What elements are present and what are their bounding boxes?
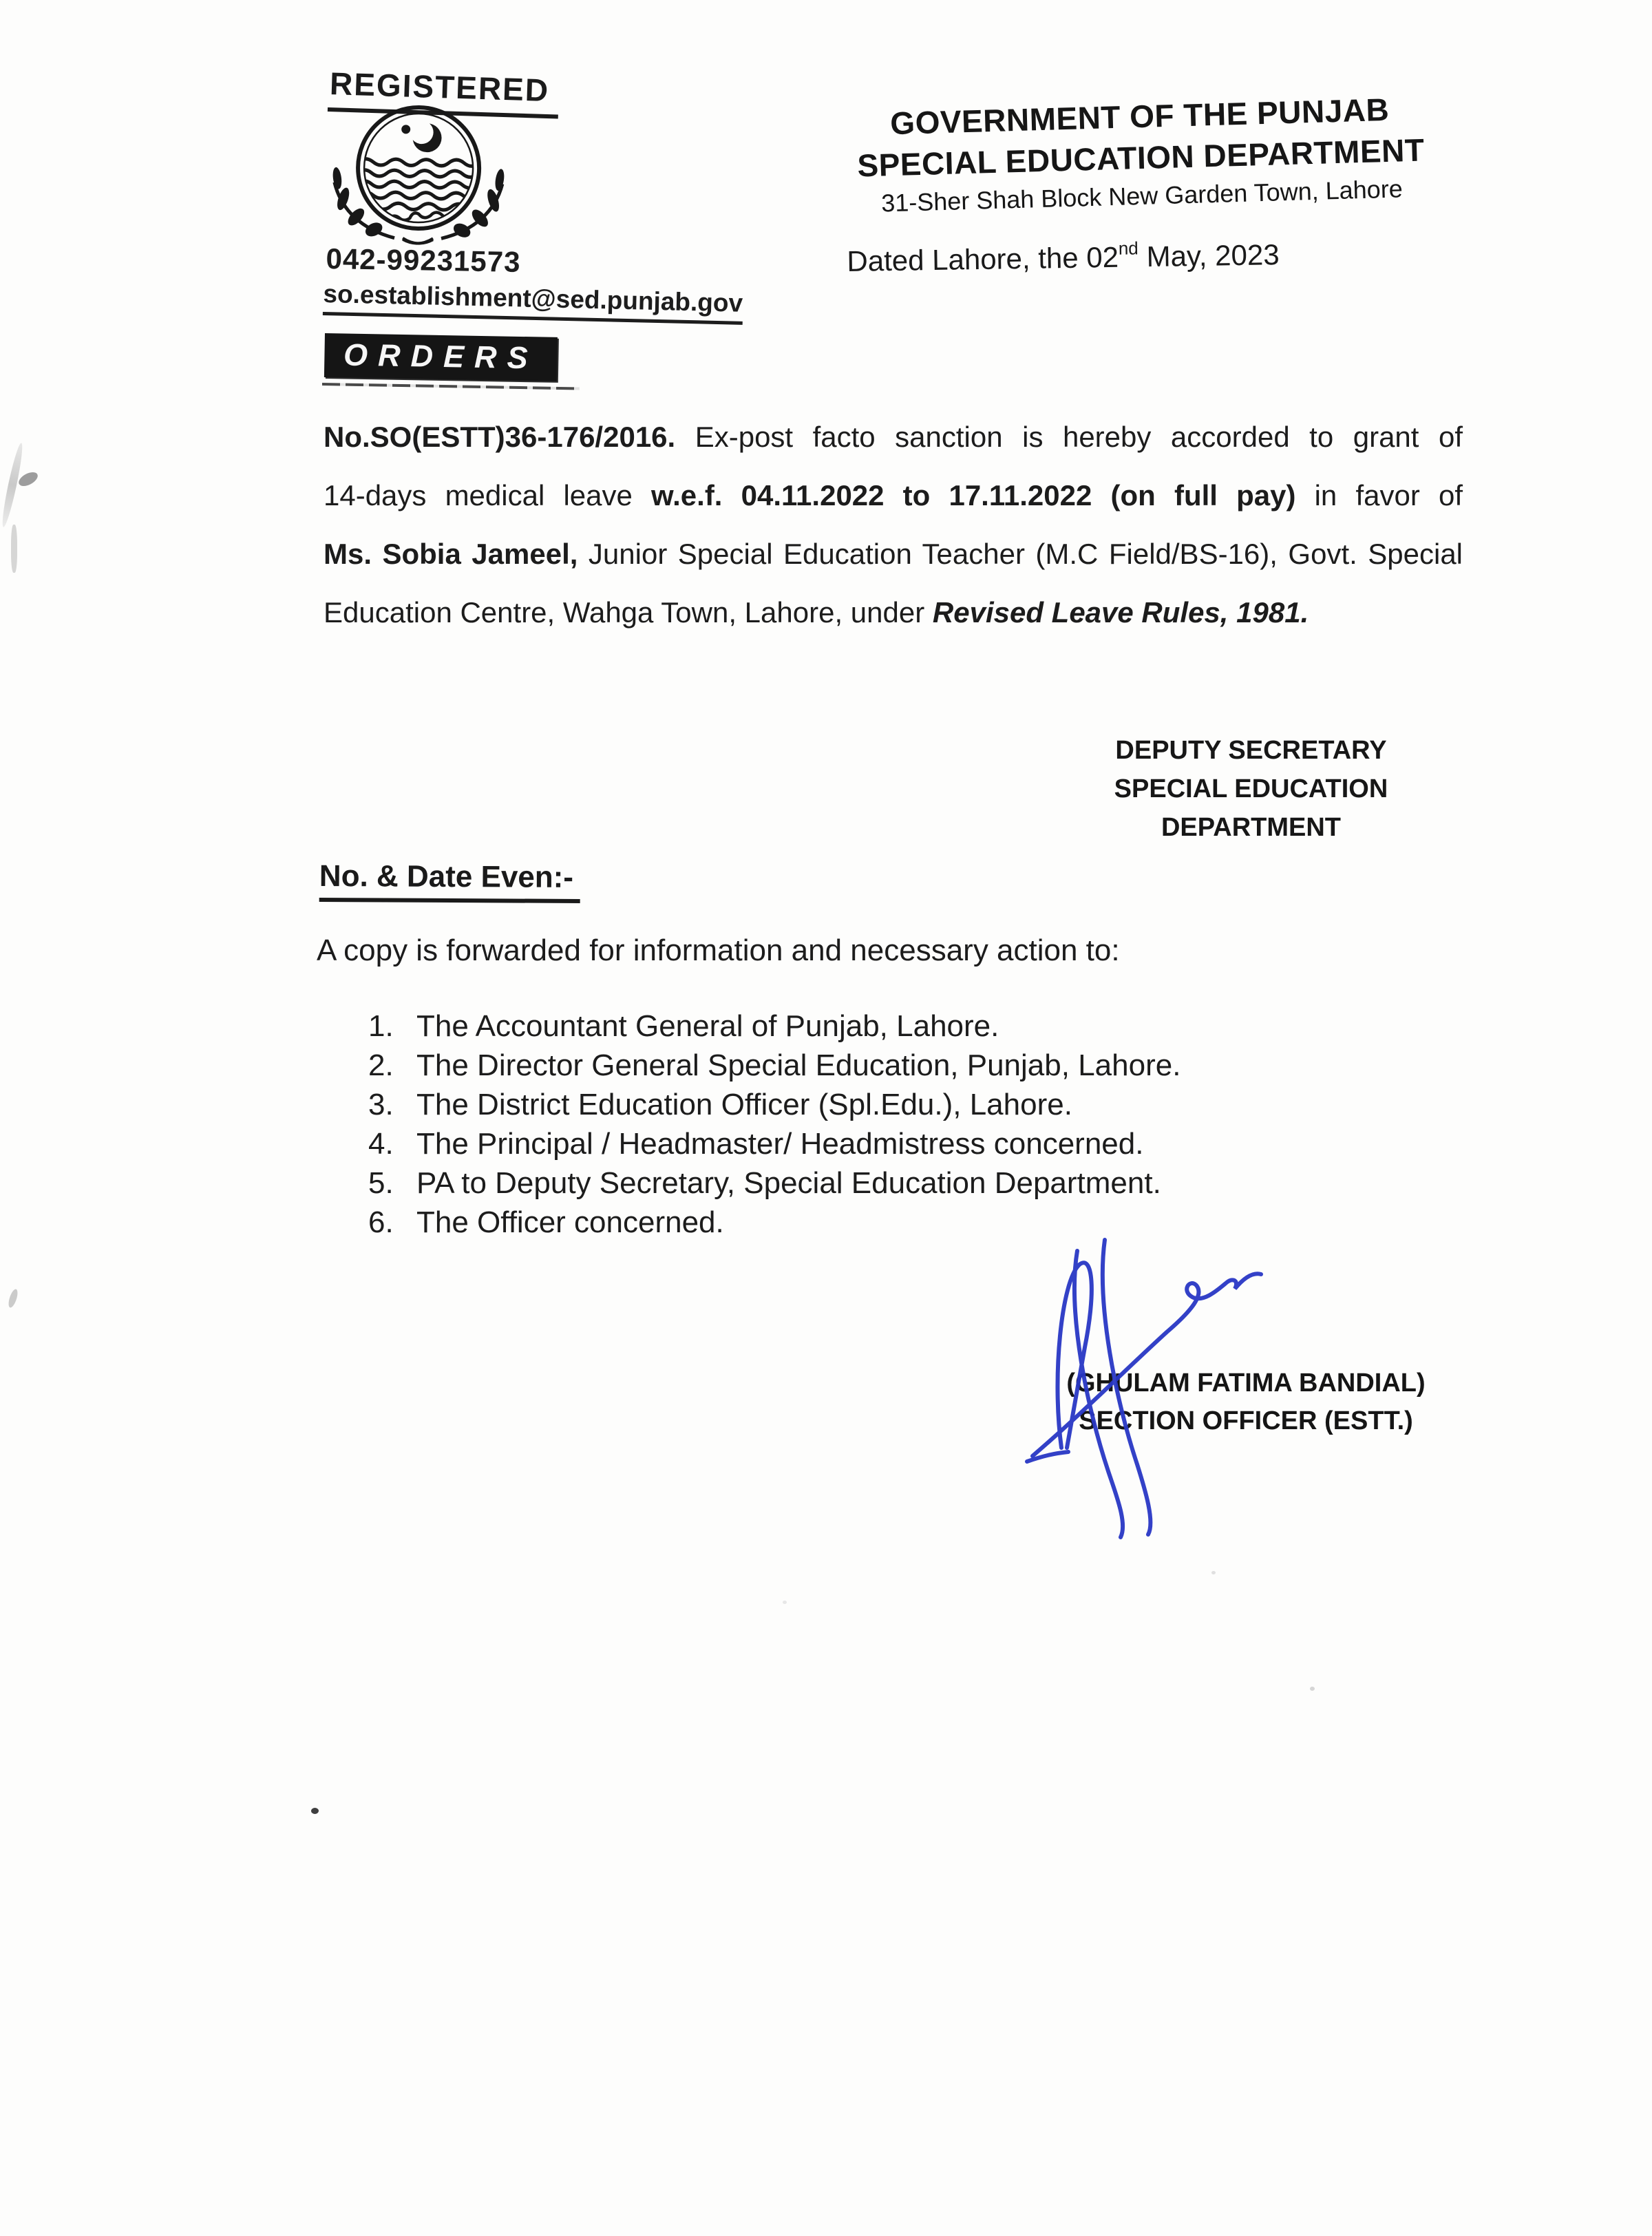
order-ref-number: No.SO(ESTT)36-176/2016.: [324, 421, 676, 453]
recipient-row: [368, 1124, 1180, 1163]
recipient-text: The Accountant General of Punjab, Lahore.: [416, 1009, 999, 1043]
recipient-text: PA to Deputy Secretary, Special Education Department.: [416, 1166, 1161, 1200]
order-line-1: [324, 408, 1463, 466]
date-line: [847, 235, 1280, 278]
recipient-number: 1.: [368, 1009, 394, 1043]
order-line-2: [324, 466, 1463, 525]
department-title: SPECIAL EDUCATION DEPARTMENT: [856, 131, 1426, 184]
phone-number: 042-99231573: [326, 242, 521, 278]
recipient-text: The Director General Special Education, Punjab, Lahore.: [416, 1048, 1181, 1082]
order-line-4: [324, 583, 1463, 642]
recipient-row: [368, 1163, 1180, 1203]
signatory-line-3: DEPARTMENT: [1161, 813, 1342, 842]
signatory-line-1: DEPUTY SECRETARY: [1115, 736, 1387, 765]
scan-speck: [311, 1808, 319, 1814]
signatory-line-2: SPECIAL EDUCATION: [1114, 774, 1388, 803]
department-address: 31-Sher Shah Block New Garden Town, Lahore: [880, 174, 1404, 218]
order-leave-dates: w.e.f. 04.11.2022 to 17.11.2022 (on full pay): [651, 479, 1296, 511]
scan-speck: [783, 1601, 787, 1604]
registered-label: REGISTERED: [328, 65, 560, 118]
scan-speck: [1310, 1687, 1315, 1691]
recipient-text: The District Education Officer (Spl.Edu.), Lahore.: [416, 1088, 1072, 1121]
recipient-row: [368, 1006, 1180, 1046]
recipient-text: The Officer concerned.: [416, 1205, 724, 1239]
wheat-base-icon: [403, 238, 433, 244]
date-suffix: May, 2023: [1138, 238, 1280, 273]
forwarding-note: A copy is forwarded for information and necessary action to:: [317, 934, 1120, 967]
wheat-sprig-left-icon: [331, 167, 395, 240]
recipient-row: [368, 1085, 1180, 1124]
crescent-icon: [401, 120, 442, 153]
order-line-3-text: Junior Special Education Teacher (M.C Field/BS-16), Govt. Special: [578, 538, 1463, 570]
orders-banner-underline: [322, 383, 580, 390]
order-rules-reference: Revised Leave Rules, 1981.: [932, 596, 1309, 629]
recipient-number: 5.: [368, 1166, 394, 1200]
date-ordinal: nd: [1118, 238, 1139, 259]
order-line-2-text: 14-days medical leave: [324, 479, 652, 511]
order-teacher-name: Ms. Sobia Jameel,: [324, 538, 578, 570]
order-line-1-text: Ex-post facto sanction is hereby accorded to grant of: [675, 421, 1463, 453]
scan-smudge: [11, 525, 17, 573]
wheat-sprig-right-icon: [441, 168, 505, 241]
recipient-number: 6.: [368, 1205, 394, 1239]
scan-smudge: [17, 470, 40, 489]
recipient-number: 4.: [368, 1127, 394, 1161]
order-paragraph: [324, 408, 1463, 642]
recipient-row: [368, 1046, 1180, 1085]
scan-smudge: [7, 1288, 19, 1309]
recipient-number: 2.: [368, 1048, 394, 1082]
signature-ink: [1012, 1229, 1301, 1546]
order-line-3: [324, 525, 1463, 583]
letterhead-block: [809, 89, 1472, 220]
date-prefix: Dated Lahore, the 02: [847, 240, 1119, 277]
number-date-even-label: No. & Date Even:-: [319, 859, 580, 903]
signer-name: (GHULAM FATIMA BANDIAL): [1066, 1369, 1426, 1398]
order-line-4-text: Education Centre, Wahga Town, Lahore, under: [324, 596, 933, 629]
punjab-crest-logo: [321, 101, 510, 249]
signatory-block: [1105, 731, 1397, 847]
email-address: so.establishment@sed.punjab.gov: [323, 280, 743, 325]
scan-speck: [1211, 1571, 1216, 1574]
recipient-text: The Principal / Headmaster/ Headmistress concerned.: [416, 1127, 1144, 1161]
order-line-2-tail: in favor of: [1295, 479, 1463, 511]
government-title: GOVERNMENT OF THE PUNJAB: [889, 91, 1390, 142]
recipient-number: 3.: [368, 1088, 394, 1121]
recipients-list: [368, 1006, 1180, 1242]
orders-banner: ORDERS: [324, 333, 558, 381]
signer-title: SECTION OFFICER (ESTT.): [1079, 1406, 1413, 1435]
